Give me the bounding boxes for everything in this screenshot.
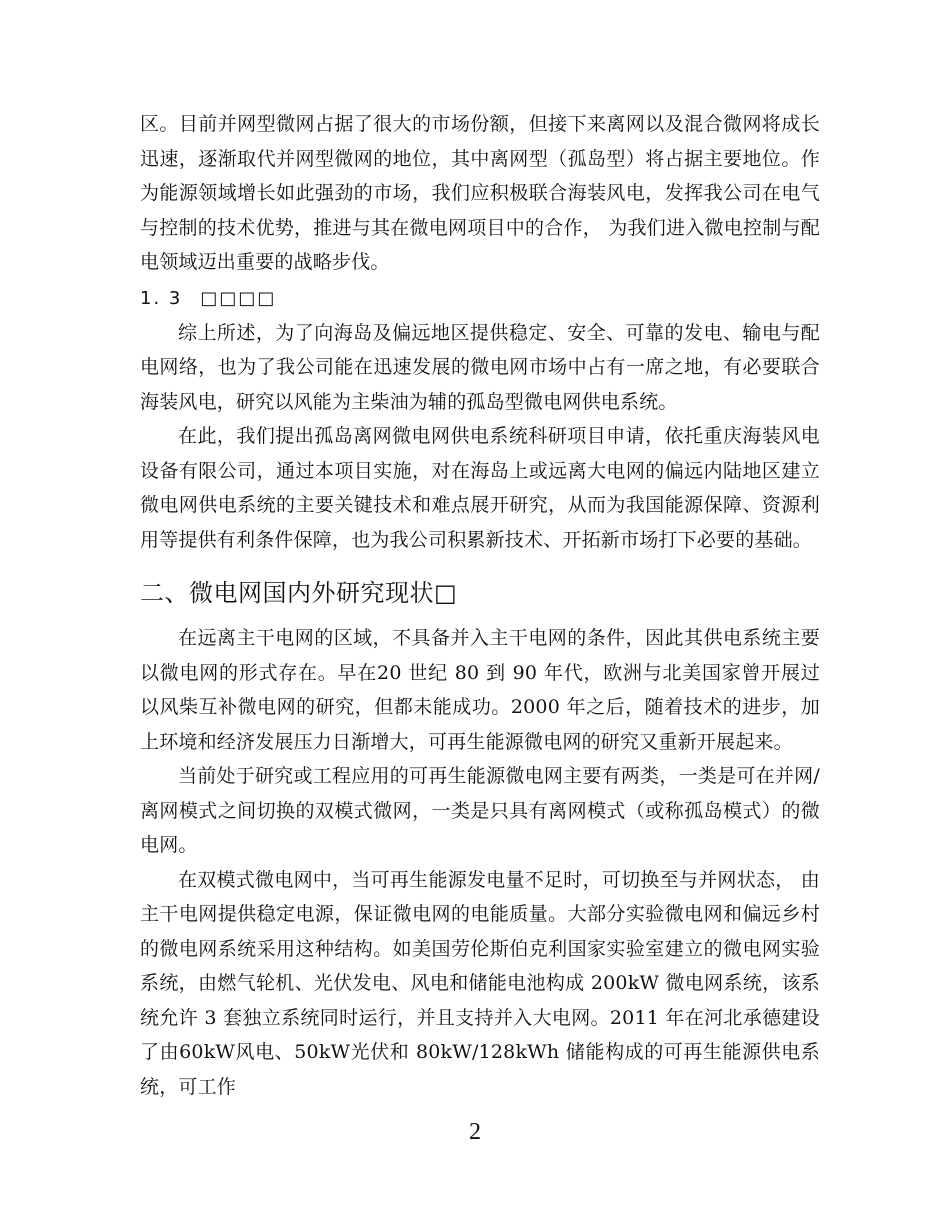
paragraph-market-continuation: 区。目前并网型微网占据了很大的市场份额，但接下来离网以及混合微网将成长迅速，逐渐取代并网型微网的地位，其中离网型（孤岛型）将占据主要地位。作为能源领域增长如此强劲的市场，我们应积极联合海装风电，发挥我公司在电气与控制的技术优势，推进与其在微电网项目中的合作， 为我们进入微电控制与配电领域迈出重要的战略步伐。	[140, 113, 820, 273]
section-heading: 二、微电网国内外研究现状□	[140, 579, 458, 607]
paragraph-dual-mode: 在双模式微电网中，当可再生能源发电量不足时，可切换至与并网状态， 由主干电网提供稳定电源，保证微电网的电能质量。大部分实验微电网和偏远乡村的微电网系统采用这种结构。如美国劳伦斯伯克利国家实验室建立的微电网实验系统，由燃气轮机、光伏发电、风电和储能电池构成 200kW 微电网系统，该系统允许 3 套独立系统同时运行，并且支持并入大电网。2011 年在河北承德建设了由60kW风电、50kW光伏和 80kW/128kWh 储能构成的可再生能源供电系统，可工作	[140, 868, 820, 1098]
paragraph-remote-grid: 在远离主干电网的区域，不具备并入主干电网的条件，因此其供电系统主要以微电网的形式存在。早在20 世纪 80 到 90 年代，欧洲与北美国家曾开展过以风柴互补微电网的研究，但都未能成功。2000 年之后，随着技术的进步，加上环境和经济发展压力日渐增大，可再生能源微电网的研究又重新开展起来。	[140, 627, 820, 753]
subsection-number: 1. 3	[140, 287, 183, 309]
subsection-heading	[140, 282, 820, 316]
paragraph-project-proposal: 在此，我们提出孤岛离网微电网供电系统科研项目申请，依托重庆海装风电设备有限公司，通过本项目实施，对在海岛上或远离大电网的偏远内陆地区建立微电网供电系统的主要关键技术和难点展开研究，从而为我国能源保障、资源利用等提供有利条件保障，也为我公司积累新技术、开拓新市场打下必要的基础。	[140, 425, 820, 551]
paragraph-microgrid-types: 当前处于研究或工程应用的可再生能源微电网主要有两类，一类是可在并网/离网模式之间切换的双模式微网，一类是只具有离网模式（或称孤岛模式）的微电网。	[140, 765, 820, 856]
page-number: 2	[469, 1119, 481, 1145]
paragraph-summary: 综上所述，为了向海岛及偏远地区提供稳定、安全、可靠的发电、输电与配电网络，也为了我公司能在迅速发展的微电网市场中占有一席之地，有必要联合海装风电，研究以风能为主柴油为辅的孤岛型微电网供电系统。	[140, 321, 820, 413]
page-body	[140, 107, 820, 1104]
subsection-title: □□□□	[200, 287, 277, 309]
